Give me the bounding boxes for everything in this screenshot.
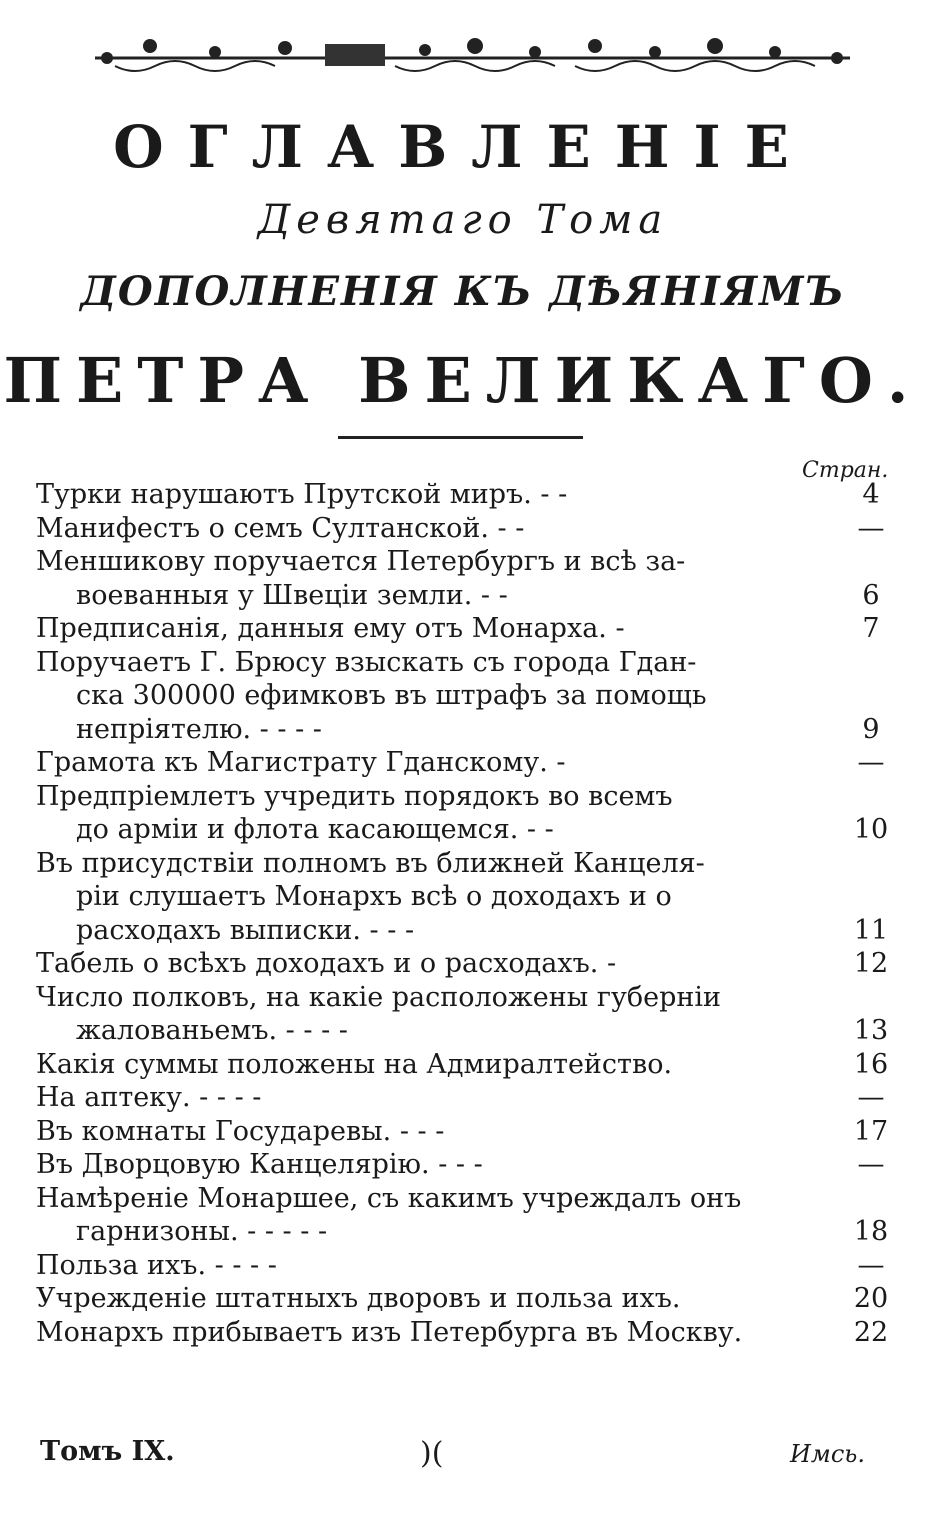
toc-entry	[36, 1249, 906, 1283]
toc-entry	[36, 746, 906, 780]
catchword: Имсь.	[790, 1440, 865, 1468]
toc-entry	[36, 847, 906, 948]
toc-entry-text-line: Предпріемлетъ учредить порядокъ во всемъ	[36, 780, 673, 812]
decorative-ornament-band	[95, 32, 850, 82]
page-footer	[0, 1436, 926, 1476]
title-line-peter-the-great: ПЕТРА ВЕЛИКАГО.	[3, 344, 923, 417]
toc-entry-text-line: Грамота къ Магистрату Гданскому. -	[36, 747, 566, 778]
toc-entry-text-line: Поручаетъ Г. Брюсу взыскать съ города Гдан-	[36, 646, 697, 678]
toc-entry-text-line: Въ Дворцовую Канцелярію. - - -	[36, 1149, 483, 1180]
toc-page-number: 12	[853, 948, 889, 979]
signature-mark: Томъ IX.	[40, 1436, 175, 1467]
toc-entry	[36, 512, 906, 546]
toc-page-number: —	[857, 512, 885, 544]
title-line-contents: ОГЛАВЛЕНІЕ	[113, 113, 813, 181]
toc-page-number: 7	[862, 613, 880, 644]
toc-entry-text-line: Въ комнаты Государевы. - - -	[36, 1115, 445, 1147]
toc-entry	[36, 1182, 906, 1249]
toc-entry-text-line: гарнизоны. - - - - -	[76, 1216, 328, 1247]
title-line-volume: Девятаго Тома	[257, 197, 669, 243]
toc-page-number: 6	[862, 579, 880, 611]
table-of-contents	[36, 478, 906, 1349]
toc-page-number: 11	[853, 914, 889, 946]
toc-entry-text-line: жалованьемъ. - - - -	[76, 1015, 348, 1046]
toc-entry	[36, 478, 906, 512]
toc-entry	[36, 1148, 906, 1182]
toc-entry-text-line: Меншикову поручается Петербургъ и всѣ за-	[36, 546, 686, 577]
toc-entry	[36, 981, 906, 1048]
toc-entry-text-line: воеванныя у Швецiи земли. - -	[76, 579, 508, 611]
toc-entry	[36, 1282, 906, 1316]
toc-entry-text-line: до арміи и флота касающемся. - -	[76, 814, 554, 845]
toc-page-number: 18	[853, 1216, 889, 1247]
toc-page-number: 13	[853, 1015, 889, 1046]
gathering-mark: )(	[420, 1436, 444, 1471]
toc-page-number: —	[857, 1149, 885, 1180]
toc-entry	[36, 1081, 906, 1115]
title-divider-rule	[338, 436, 583, 439]
toc-entry-text-line: Предписанія, данныя ему отъ Монарха. -	[36, 613, 625, 644]
toc-page-number: 17	[853, 1115, 889, 1147]
toc-page-number: 20	[853, 1283, 889, 1314]
toc-page-number: 10	[853, 814, 889, 845]
toc-entry	[36, 612, 906, 646]
toc-entry	[36, 1316, 906, 1350]
toc-entry-text-line: Польза ихъ. - - - -	[36, 1249, 277, 1281]
toc-entry-text-line: Число полковъ, на какіе расположены губерніи	[36, 981, 721, 1013]
toc-entry-text-line: Какія суммы положены на Адмиралтейство.	[36, 1048, 673, 1080]
toc-entry	[36, 545, 906, 612]
toc-entry-text-line: Манифестъ о семъ Султанской. - -	[36, 512, 525, 544]
toc-entry-text-line: Турки нарушаютъ Прутской миръ. - -	[36, 479, 568, 510]
toc-entry-text-line: Намѣреніе Монаршее, съ какимъ учреждалъ онъ	[36, 1182, 742, 1214]
toc-entry	[36, 947, 906, 981]
toc-entry-text-line: непріятелю. - - - -	[76, 713, 322, 745]
toc-page-number: —	[857, 1249, 885, 1281]
toc-entry	[36, 646, 906, 747]
toc-entry-text-line: На аптеку. - - - -	[36, 1082, 262, 1113]
toc-entry-text-line: Монархъ прибываетъ изъ Петербурга въ Москву.	[36, 1316, 743, 1348]
toc-page-number: 16	[853, 1048, 889, 1080]
toc-entry	[36, 780, 906, 847]
toc-page-number: 22	[853, 1316, 889, 1348]
toc-page-number: 4	[862, 479, 880, 510]
toc-entry	[36, 1115, 906, 1149]
toc-entry-text-line: ска 300000 ефимковъ въ штрафъ за помощь	[76, 680, 707, 711]
toc-entry-text-line: Учрежденіе штатныхъ дворовъ и польза ихъ.	[36, 1283, 681, 1314]
toc-entry	[36, 1048, 906, 1082]
toc-entry-text-line: расходахъ выписки. - - -	[76, 914, 415, 946]
toc-entry-text-line: Табель о всѣхъ доходахъ и о расходахъ. -	[36, 948, 617, 979]
toc-entry-text-line: ріи слушаетъ Монархъ всѣ о доходахъ и о	[76, 881, 672, 912]
toc-page-number: 9	[862, 713, 880, 745]
title-line-supplements: ДОПОЛНЕНІЯ КЪ ДѢЯНІЯМЪ	[80, 268, 846, 315]
toc-page-number: —	[857, 747, 885, 778]
toc-page-number: —	[857, 1082, 885, 1113]
page-column-header: Стран.	[802, 458, 889, 483]
toc-entry-text-line: Въ присудствіи полномъ въ ближней Канцеля-	[36, 847, 705, 879]
